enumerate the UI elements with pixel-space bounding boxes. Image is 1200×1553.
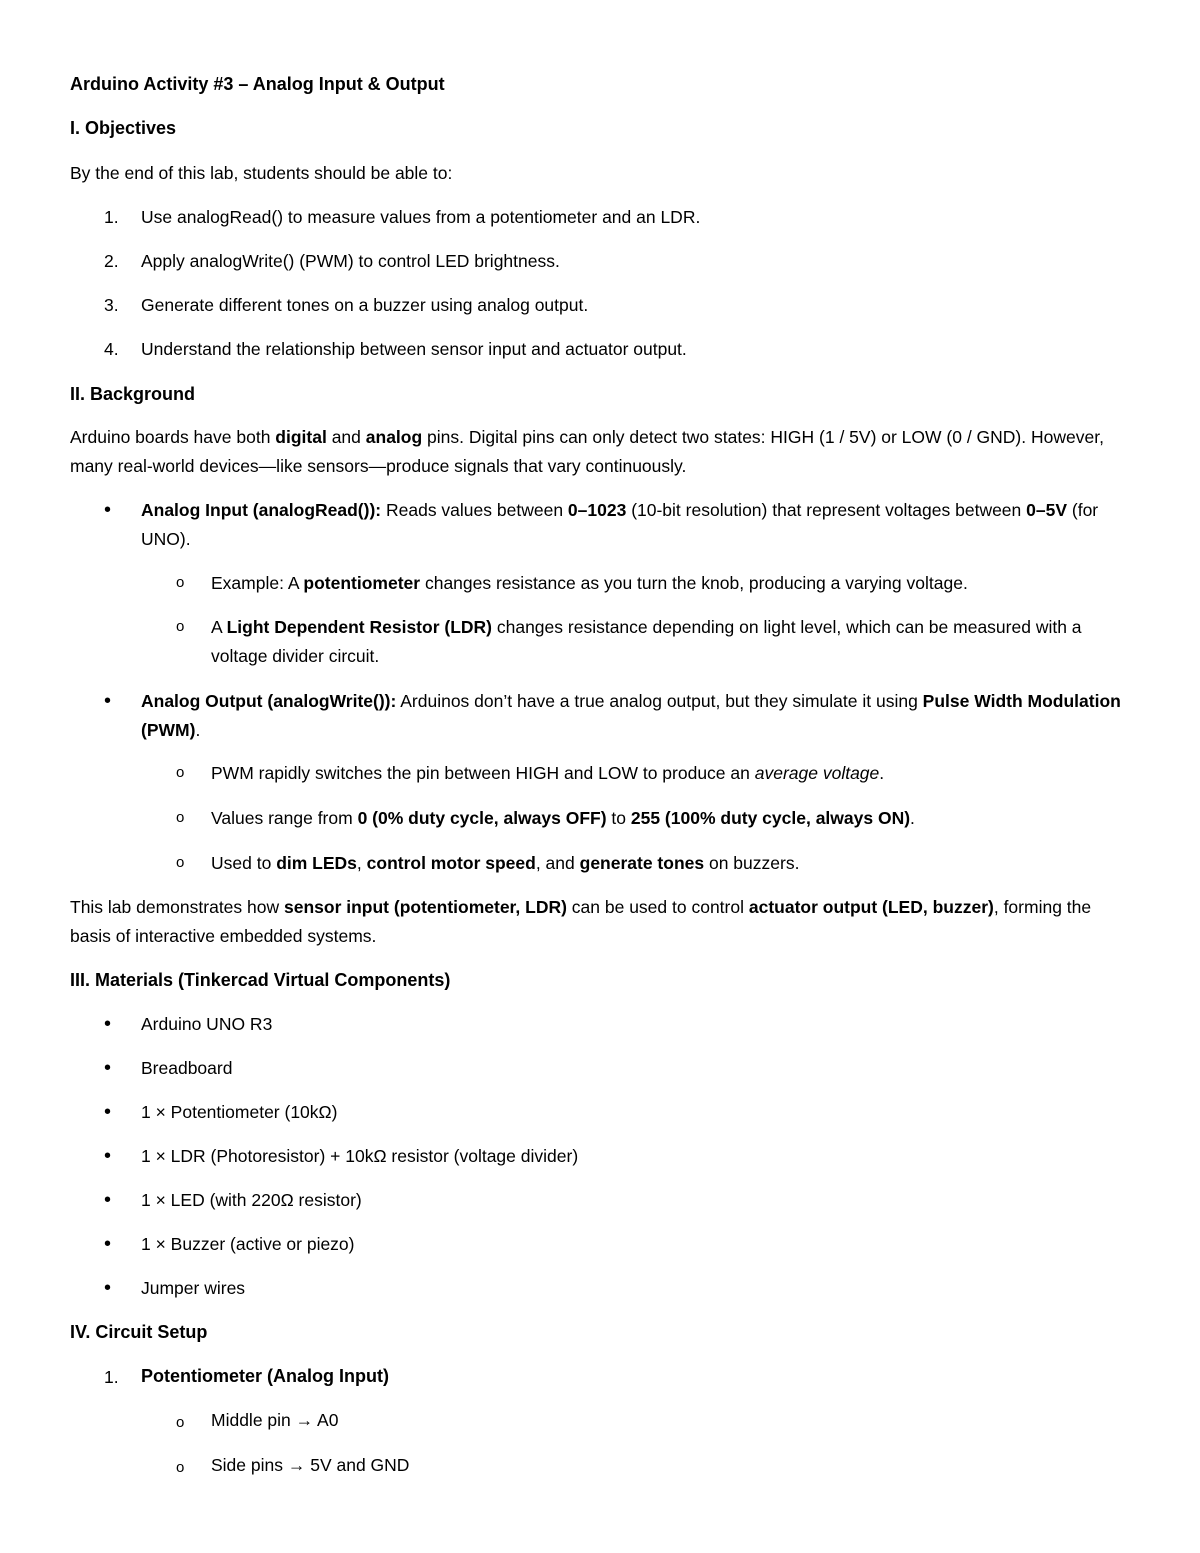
text-span: Used to [211,853,277,873]
text-bold: 255 (100% duty cycle, always ON) [630,808,911,828]
circuit-middle-pin: Middle pin → A0 [211,1410,339,1430]
text-span: . [195,720,201,740]
sub-bullet-marker: o [176,618,185,635]
text-span: (10-bit resolution) that represent voltages between [626,500,1027,520]
text-span: , forming the basis of interactive embedded systems. [70,897,1092,946]
bullet-marker: • [104,1013,112,1035]
objective-item: Apply analogWrite() (PWM) to control LED brightness. [141,251,560,271]
objective-number: 2. [104,251,119,271]
circuit-item-potentiometer: Potentiometer (Analog Input) [141,1366,389,1386]
circuit-number: 1. [104,1367,119,1387]
background-heading: II. Background [70,384,196,404]
circuit-side-pins: Side pins → 5V and GND [211,1455,410,1475]
text-span: can be used to control [566,897,749,917]
text-bold: 0 (0% duty cycle, always OFF) [357,808,607,828]
text-bold: control motor speed [366,853,536,873]
text-span: (for UNO). [141,500,1099,549]
text-span: Reads values between [381,500,568,520]
objective-item: Understand the relationship between sensor input and actuator output. [141,339,687,359]
bullet-marker: • [104,690,112,712]
analog-input-example [211,569,1131,598]
objective-number: 4. [104,339,119,359]
text-span: Values range from [211,808,358,828]
analog-input-ldr [211,613,1131,671]
material-item: 1 × Potentiometer (10kΩ) [141,1102,338,1122]
text-span: changes resistance as you turn the knob, producing a varying voltage. [420,573,968,593]
text-span: Example: A [211,573,304,593]
text-span: , [356,853,367,873]
bullet-marker: • [104,1101,112,1123]
sub-bullet-marker: o [176,1414,185,1431]
sub-bullet-marker: o [176,764,185,781]
analog-output-item [141,687,1131,745]
text-bold: 0–1023 [567,500,627,520]
text-bold: Pulse Width Modulation (PWM) [141,691,1121,740]
sub-bullet-marker: o [176,809,185,826]
objective-number: 3. [104,295,119,315]
pwm-range [211,804,1131,833]
sub-bullet-marker: o [176,1459,185,1476]
bullet-marker: • [104,1145,112,1167]
text-bold: potentiometer [303,573,421,593]
text-span: PWM rapidly switches the pin between HIGH and LOW to produce an [211,763,755,783]
sub-bullet-marker: o [176,854,185,871]
material-item: Breadboard [141,1058,233,1078]
document-title: Arduino Activity #3 – Analog Input & Output [70,74,445,94]
text-span: pins. Digital pins can only detect two states: HIGH (1 / 5V) or LOW (0 / GND). However, many real-world devices—like sensors—produce signals that vary continuously. [70,427,1104,476]
text-bold: Light Dependent Resistor (LDR) [226,617,492,637]
bullet-marker: • [104,499,112,521]
objective-item: Generate different tones on a buzzer using analog output. [141,295,589,315]
objective-item: Use analogRead() to measure values from a potentiometer and an LDR. [141,207,701,227]
text-span: to [606,808,631,828]
material-item: 1 × LDR (Photoresistor) + 10kΩ resistor (voltage divider) [141,1146,579,1166]
bullet-marker: • [104,1189,112,1211]
text-bold: digital [275,427,327,447]
text-bold: sensor input (potentiometer, LDR) [284,897,567,917]
text-span: changes resistance depending on light level, which can be measured with a voltage divider circuit. [211,617,1082,666]
objective-number: 1. [104,207,119,227]
pwm-uses [211,849,1131,878]
text-span: A [211,617,227,637]
text-span: and [326,427,366,447]
text-span: on buzzers. [704,853,800,873]
materials-heading: III. Materials (Tinkercad Virtual Components) [70,970,451,990]
material-item: 1 × Buzzer (active or piezo) [141,1234,355,1254]
material-item: 1 × LED (with 220Ω resistor) [141,1190,362,1210]
text-bold: generate tones [579,853,705,873]
text-span: Arduinos don’t have a true analog output, but they simulate it using [396,691,923,711]
text-italic: average voltage [754,763,880,783]
text-bold: dim LEDs [276,853,357,873]
text-span: . [879,763,885,783]
background-paragraph [70,423,1130,481]
bullet-marker: • [104,1057,112,1079]
summary-paragraph [70,893,1130,951]
text-bold: Analog Input (analogRead()): [141,500,382,520]
objectives-heading: I. Objectives [70,118,177,138]
text-span: This lab demonstrates how [70,897,284,917]
text-bold: actuator output (LED, buzzer) [748,897,994,917]
sub-bullet-marker: o [176,574,185,591]
circuit-heading: IV. Circuit Setup [70,1322,208,1342]
analog-input-item [141,496,1131,554]
text-bold: 0–5V [1026,500,1068,520]
bullet-marker: • [104,1233,112,1255]
text-bold: analog [365,427,423,447]
text-span: Arduino boards have both [70,427,276,447]
pwm-description [211,759,1131,788]
material-item: Jumper wires [141,1278,246,1298]
objectives-intro: By the end of this lab, students should be able to: [70,163,453,183]
text-bold: Analog Output (analogWrite()): [141,691,397,711]
text-span: . [910,808,915,828]
bullet-marker: • [104,1277,112,1299]
text-span: , and [535,853,580,873]
material-item: Arduino UNO R3 [141,1014,273,1034]
